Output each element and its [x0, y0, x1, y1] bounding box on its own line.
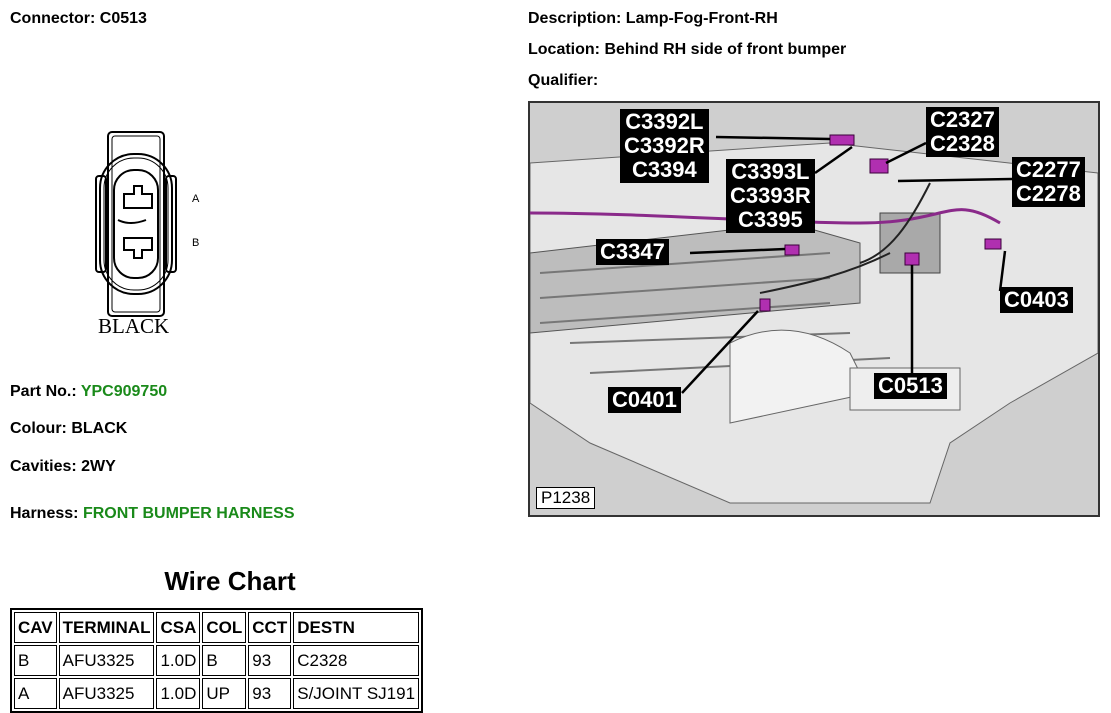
- location-field: [528, 41, 846, 59]
- colour-field: [10, 420, 127, 438]
- callout-c3347-text: C3347: [600, 239, 665, 264]
- harness-field: [10, 505, 295, 523]
- callout-c2277: [1012, 157, 1085, 207]
- colour-label: Colour:: [10, 420, 67, 437]
- pin-a-label: A: [192, 193, 200, 205]
- col-header-col: COL: [202, 612, 246, 643]
- callout-c0403-text: C0403: [1004, 287, 1069, 312]
- colour-value: BLACK: [71, 420, 128, 437]
- cell-cct: 93: [248, 645, 291, 676]
- location-label: Location:: [528, 41, 600, 58]
- cell-cav: B: [14, 645, 57, 676]
- callout-c0513: [874, 373, 947, 399]
- cell-cav: A: [14, 678, 57, 709]
- callout-c3392-text: C3392L C3392R C3394: [624, 109, 705, 182]
- cavities-field: [10, 458, 116, 476]
- location-illustration: [528, 101, 1100, 517]
- callout-c2327-text: C2327 C2328: [930, 107, 995, 156]
- col-header-cav: CAV: [14, 612, 57, 643]
- connector-face-diagram: [90, 126, 210, 346]
- figure-number: P1238: [536, 487, 595, 509]
- callout-c3393: [726, 159, 815, 233]
- callout-c3392: [620, 109, 709, 183]
- cell-col: B: [202, 645, 246, 676]
- cell-destn: C2328: [293, 645, 419, 676]
- table-row: [14, 645, 419, 676]
- connector-value: C0513: [99, 10, 147, 27]
- col-header-cct: CCT: [248, 612, 291, 643]
- harness-link[interactable]: FRONT BUMPER HARNESS: [82, 505, 295, 522]
- cell-destn: S/JOINT SJ191: [293, 678, 419, 709]
- pin-b-label: B: [192, 237, 200, 249]
- col-header-destn: DESTN: [293, 612, 419, 643]
- qualifier-field: [528, 72, 598, 90]
- cell-cct: 93: [248, 678, 291, 709]
- callout-c3347: [596, 239, 669, 265]
- callout-c0401-text: C0401: [612, 387, 677, 412]
- cell-csa: 1.0D: [156, 645, 200, 676]
- callout-c2277-text: C2277 C2278: [1016, 157, 1081, 206]
- connector-colour-caption: BLACK: [98, 314, 170, 338]
- wire-chart-table: [10, 608, 423, 713]
- cell-csa: 1.0D: [156, 678, 200, 709]
- part-number-label: Part No.:: [10, 383, 77, 400]
- qualifier-label: Qualifier:: [528, 72, 599, 89]
- wire-chart-title: Wire Chart: [164, 566, 296, 596]
- col-header-csa: CSA: [156, 612, 200, 643]
- callout-c3393-text: C3393L C3393R C3395: [730, 159, 811, 232]
- callout-c0401: [608, 387, 681, 413]
- cavities-value: 2WY: [81, 458, 116, 475]
- connector-field: [10, 10, 147, 28]
- description-value: Lamp-Fog-Front-RH: [625, 10, 778, 27]
- wire-chart-header-row: [14, 612, 419, 643]
- cell-col: UP: [202, 678, 246, 709]
- cell-terminal: AFU3325: [59, 645, 155, 676]
- table-row: [14, 678, 419, 709]
- part-number-field: [10, 383, 167, 401]
- callout-c0513-text: C0513: [878, 373, 943, 398]
- cell-terminal: AFU3325: [59, 678, 155, 709]
- connector-label: Connector:: [10, 10, 96, 27]
- description-field: [528, 10, 778, 28]
- callout-c2327: [926, 107, 999, 157]
- col-header-terminal: TERMINAL: [59, 612, 155, 643]
- callout-c0403: [1000, 287, 1073, 313]
- description-label: Description:: [528, 10, 622, 27]
- part-number-link[interactable]: YPC909750: [80, 383, 168, 400]
- harness-label: Harness:: [10, 505, 79, 522]
- location-value: Behind RH side of front bumper: [604, 41, 847, 58]
- cavities-label: Cavities:: [10, 458, 77, 475]
